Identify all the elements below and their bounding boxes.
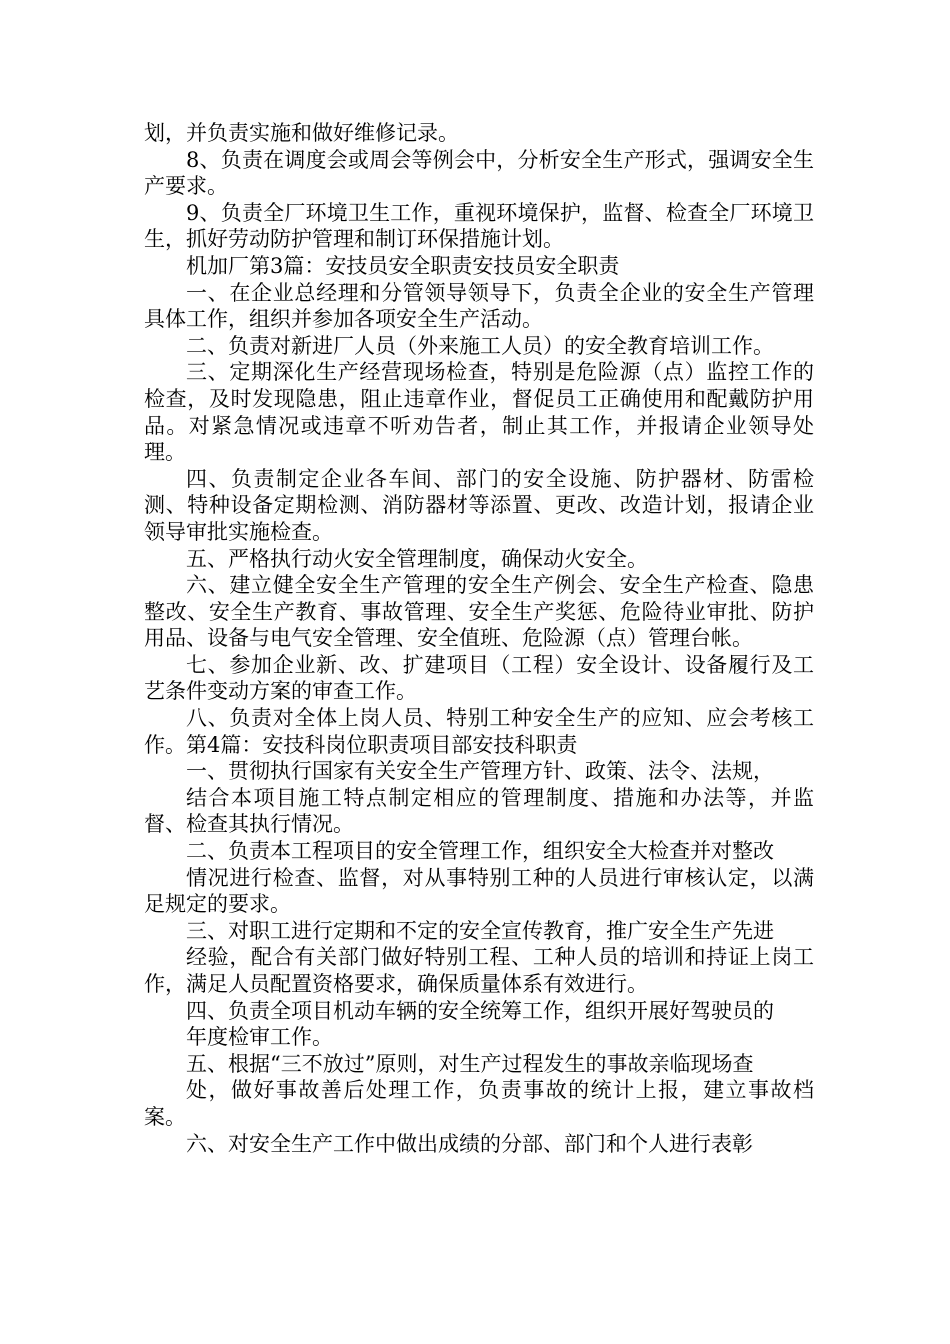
document-page	[144, 120, 814, 1157]
paragraph: 9、负责全厂环境卫生工作，重视环境保护，监督、检查全厂环境卫生，抓好劳动防护管理和制订环保措施计划。	[144, 200, 814, 252]
paragraph: 四、负责制定企业各车间、部门的安全设施、防护器材、防雷检测、特种设备定期检测、消防器材等添置、更改、改造计划，报请企业领导审批实施检查。	[144, 466, 814, 544]
paragraph: 年度检审工作。	[186, 1025, 333, 1050]
paragraph: 七、参加企业新、改、扩建项目（工程）安全设计、设备履行及工艺条件变动方案的审查工作。	[144, 652, 814, 704]
paragraph: 一、在企业总经理和分管领导领导下，负责全企业的安全生产管理具体工作，组织并参加各项安全生产活动。	[144, 280, 814, 332]
paragraph: 划，并负责实施和做好维修记录。	[144, 121, 459, 145]
paragraph: 六、建立健全安全生产管理的安全生产例会、安全生产检查、隐患整改、安全生产教育、事故管理、安全生产奖惩、危险待业审批、防护用品、设备与电气安全管理、安全值班、危险源（点）管理台帐。	[144, 573, 814, 651]
paragraph: 8、负责在调度会或周会等例会中，分析安全生产形式，强调安全生产要求。	[144, 147, 814, 199]
paragraph: 二、负责本工程项目的安全管理工作，组织安全大检查并对整改	[186, 839, 774, 864]
paragraph: 三、对职工进行定期和不定的安全宣传教育，推广安全生产先进	[186, 918, 774, 943]
paragraph: 经验，配合有关部门做好特别工程、工种人员的培训和持证上岗工作，满足人员配置资格要求，确保质量体系有效进行。	[144, 945, 814, 996]
paragraph: 处，做好事故善后处理工作，负责事故的统计上报，建立事故档案。	[144, 1078, 814, 1129]
paragraph: 八、负责对全体上岗人员、特别工种安全生产的应知、应会考核工作。第4篇：安技科岗位职责项目部安技科职责	[144, 706, 814, 757]
paragraph: 四、负责全项目机动车辆的安全统筹工作，组织开展好驾驶员的	[186, 998, 774, 1023]
paragraph: 五、根据“三不放过”原则，对生产过程发生的事故亲临现场查	[186, 1051, 754, 1076]
paragraph: 结合本项目施工特点制定相应的管理制度、措施和办法等，并监督、检查其执行情况。	[144, 785, 814, 837]
section-heading: 机加厂第3篇：安技员安全职责安技员安全职责	[186, 253, 620, 278]
paragraph: 二、负责对新进厂人员（外来施工人员）的安全教育培训工作。	[186, 333, 774, 358]
paragraph: 一、贯彻执行国家有关安全生产管理方针、政策、法令、法规，	[186, 759, 774, 784]
paragraph: 三、定期深化生产经营现场检查，特别是危险源（点）监控工作的检查，及时发现隐患，阻止违章作业，督促员工正确使用和配戴防护用品。对紧急情况或违章不听劝告者，制止其工作，并报请企业领导处理。	[144, 360, 814, 465]
paragraph: 五、严格执行动火安全管理制度，确保动火安全。	[186, 546, 648, 571]
paragraph: 六、对安全生产工作中做出成绩的分部、部门和个人进行表彰	[186, 1131, 753, 1156]
paragraph: 情况进行检查、监督，对从事特别工种的人员进行审核认定，以满足规定的要求。	[144, 865, 814, 917]
